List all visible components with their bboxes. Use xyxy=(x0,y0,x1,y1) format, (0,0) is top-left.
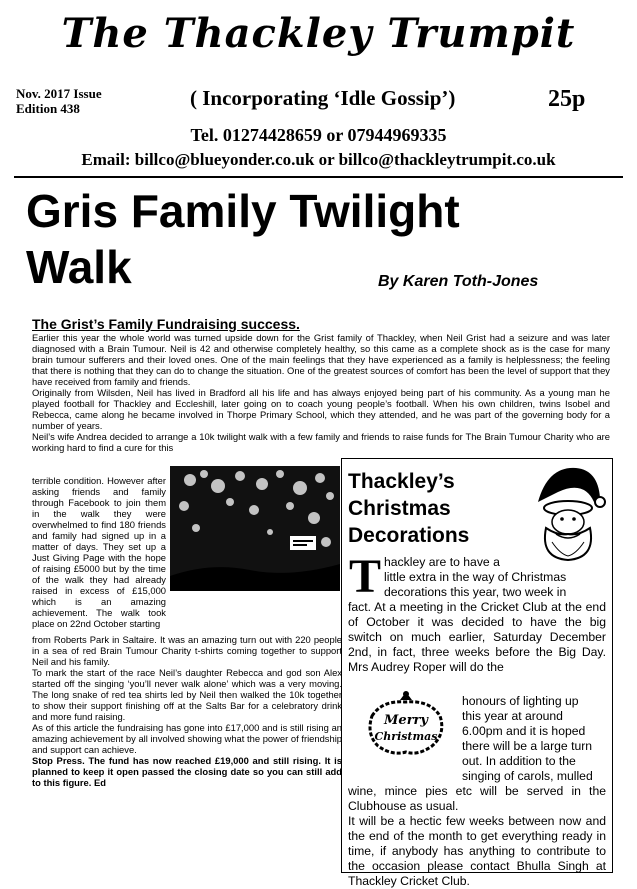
masthead-title: The Thackley Trumpit xyxy=(61,10,576,57)
christmas-line: little extra in the way of Christmas xyxy=(384,570,567,584)
article-paragraph: Neil’s wife Andrea decided to arrange a 10k twilight walk with a few family and friends to raise funds for The Brain Tumour Charity who are working hard to find a cure for this xyxy=(32,431,610,453)
edition-number: Edition 438 xyxy=(16,101,80,116)
incorporating-tagline: ( Incorporating ‘Idle Gossip’) xyxy=(190,86,456,110)
article-paragraph: As of this article the fundraising has gone into £17,000 and is still rising an amazing achievement by all involved showing what the power of friendship and support can achieve. xyxy=(32,722,342,755)
christmas-title: Thackley’s Christmas Decorations xyxy=(348,470,470,547)
article-lower-column xyxy=(32,634,342,788)
christmas-line: decorations this year, two week in xyxy=(384,585,567,599)
stop-press: Stop Press. The fund has now reached £19,000 and still rising. It is planned to keep it open passed the closing date so you can still add to this figure. Ed xyxy=(32,755,342,788)
article-paragraph: To mark the start of the race Neil’s daughter Rebecca and god son Alex started off the singing ‘you’ll never walk alone’ which was a very moving. The long snake of red tea shirts led by Neil then walked the 10k together to show their support finishing off at the Salts Bar for a celebratory drink and more fund raising. xyxy=(32,667,342,722)
drop-cap: T xyxy=(349,550,382,603)
christmas-wrap-line: 6.00pm and it is hoped xyxy=(462,724,586,738)
merry-christmas-wreath xyxy=(362,686,450,758)
walk-photo-image xyxy=(170,466,340,591)
headline-line-1: Gris Family Twilight xyxy=(26,185,460,237)
christmas-wrap-line: this year at around xyxy=(462,709,563,723)
merry-text: Merry xyxy=(384,713,428,728)
christmas-wrap-line: singing of carols, mulled xyxy=(462,769,593,783)
article-paragraph: Earlier this year the whole world was turned upside down for the Grist family of Thackley, when Neil Grist had a seizure and was later diagnosed with a Brain Tumour. Neil is 42 and otherwise completely healthy, so this came as a complete shock as is the case for many brain tumour sufferers and their loved ones. One of the main feelings that they have experienced as a family is helplessness; the feeling that there is nothing that they can do to change the situation. One of the greatest sources of comfort has been the level of support that they have received from family and friends. xyxy=(32,332,610,387)
christmas-text: Christmas xyxy=(374,730,438,743)
christmas-wrap-line: honours of lighting up xyxy=(462,694,579,708)
christmas-wrap-line: there will be a large turn xyxy=(462,739,593,753)
christmas-paragraph: fact. At a meeting in the Cricket Club at the end of October it was decided to have the big switch on much earlier, Saturday December 2nd, in fact, three weeks before the Big Day. Mrs Audrey Roper will do the xyxy=(348,600,606,674)
article-narrow-column: terrible condition. However after asking friends and family through Facebook to join them in the walk they were overwhelmed to find 180 friends and family had signed up in a matter of days. They set up a Just Giving Page with the hope of raising £5000 but by the time of the walk they had already raised in excess of £15,000 which is an amazing achievement. The walk took place on 22nd October starting xyxy=(32,475,166,629)
santa-illustration xyxy=(528,462,606,562)
email-line: Email: billco@blueyonder.co.uk or billco@thackleytrumpit.co.uk xyxy=(81,150,556,169)
christmas-line: hackley are to have a xyxy=(384,555,500,569)
price: 25p xyxy=(548,86,586,112)
article-paragraph: from Roberts Park in Saltaire. It was an amazing turn out with 220 people in a sea of red Brain Tumour Charity t-shirts coming together to support Neil and his family. xyxy=(32,634,342,667)
header-divider xyxy=(14,176,623,178)
christmas-paragraph: It will be a hectic few weeks between now and the end of the month to get everything ready in time, if anybody has anything to contribute to the occasion please contact Bhulla Singh at Thackley Cricket Club. xyxy=(348,814,606,888)
issue-info xyxy=(16,86,102,116)
article-byline: By Karen Toth-Jones xyxy=(378,273,539,290)
article-paragraph: Originally from Wilsden, Neil has lived in Bradford all his life and has always enjoyed being part of his community. As a young man he played football for Thackley and Eccleshill, later going on to coach young people’s football. When his own children, twins Isobel and Rebecca, came along he became involved in Thorpe Primary School, which they attended, and he was part of the governing body for a number of years. xyxy=(32,387,610,431)
christmas-paragraph: wine, mince pies etc will be served in the Clubhouse as usual. xyxy=(348,784,606,813)
telephone-line: Tel. 01274428659 or 07944969335 xyxy=(190,125,447,145)
article-intro xyxy=(32,332,610,453)
article-subhead: The Grist’s Family Fundraising success. xyxy=(32,316,300,332)
walk-photo xyxy=(170,466,340,591)
headline-line-2: Walk xyxy=(26,241,132,293)
issue-date: Nov. 2017 Issue xyxy=(16,86,102,101)
christmas-wrap-line: out. In addition to the xyxy=(462,754,576,768)
